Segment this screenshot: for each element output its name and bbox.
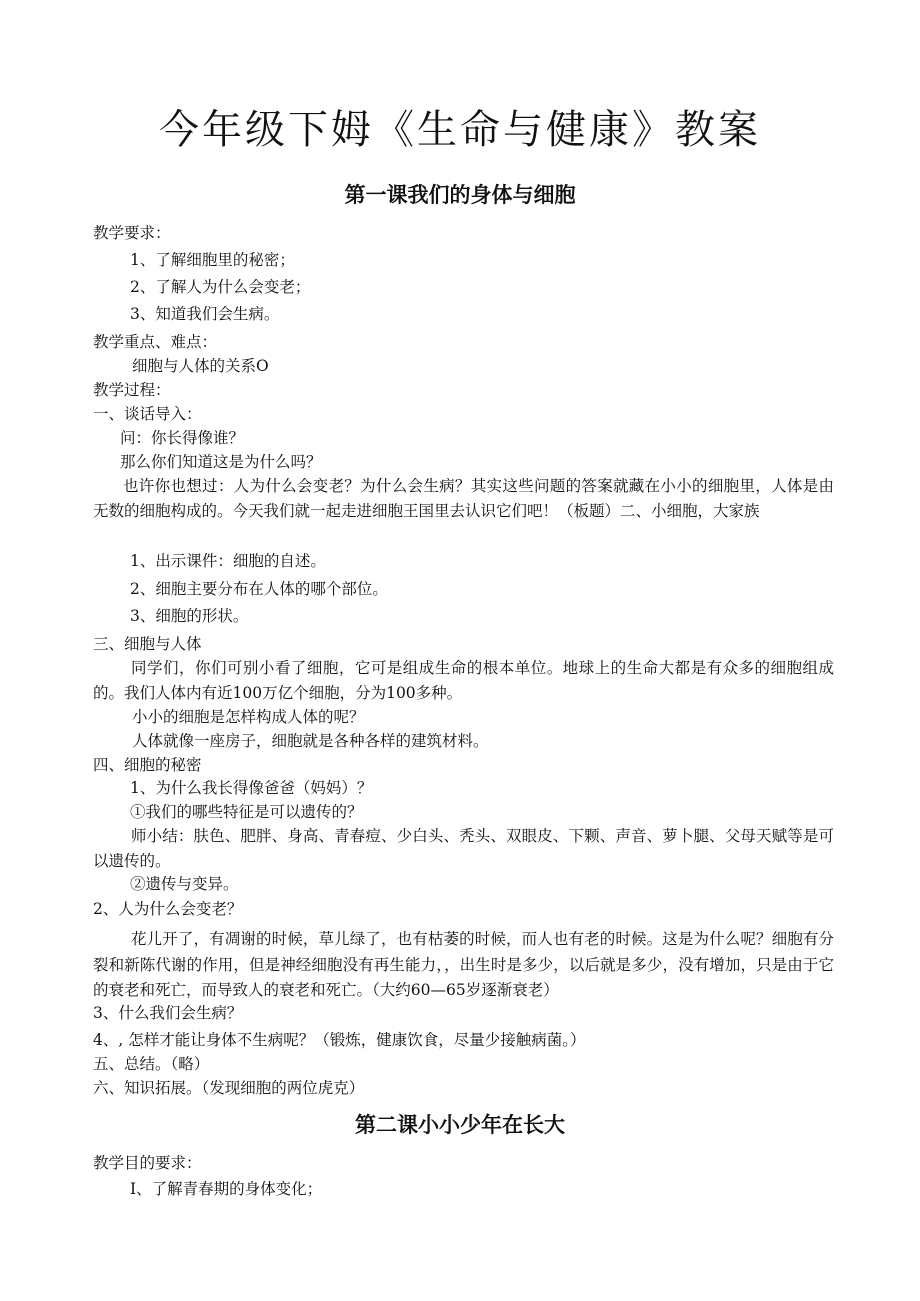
- section4-question: 2、人为什么会变老？: [93, 900, 243, 918]
- section2-item: 3、细胞的形状。: [130, 607, 249, 625]
- section4-subquestion: ②遗传与变异。: [130, 875, 239, 893]
- section4-paragraph: 花儿开了，有凋谢的时候，草儿绿了，也有枯萎的时候，而人也有老的时候。这是为什么呢？细胞有分裂和新陈代谢的作用，但是神经细胞没有再生能力，，出生时是多少，以后就是多少，没有增加，只是由于它的衰老和死亡，而导致人的衰老和死亡。（大约60—65岁逐渐衰老）: [93, 930, 834, 999]
- document-title: 今年级下姆《生命与健康》教案: [159, 107, 761, 153]
- section6-heading: 六、知识拓展。（发现细胞的两位虎克）: [93, 1079, 365, 1097]
- section3-line: 人体就像一座房子，细胞就是各种各样的建筑材料。: [132, 732, 489, 750]
- section4-summary: 师小结：肤色、肥胖、身高、青春痘、少白头、秃头、双眼皮、下颗、声音、萝卜腿、父母天赋等是可以遗传的。: [93, 827, 834, 870]
- section3-paragraph: 同学们，你们可别小看了细胞，它可是组成生命的根本单位。地球上的生命大都是有众多的细胞组成的。我们人体内有近100万亿个细胞，分为100多种。: [93, 659, 834, 702]
- section4-heading: 四、细胞的秘密: [93, 756, 202, 774]
- section1-paragraph: 也许你也想过：人为什么会变老？为什么会生病？其实这些问题的答案就藏在小小的细胞里，人体是由无数的细胞构成的。今天我们就一起走进细胞王国里去认识它们吧！（板题）二、小细胞，大家族: [93, 477, 834, 520]
- section1-heading: 一、谈话导入：: [93, 405, 202, 423]
- keypoint-text: 细胞与人体的关系O: [132, 357, 269, 375]
- keypoints-heading: 教学重点、难点：: [93, 333, 218, 351]
- section2-item: 2、细胞主要分布在人体的哪个部位。: [130, 580, 388, 598]
- section3-line: 小小的细胞是怎样构成人体的呢？: [132, 708, 365, 726]
- lesson1-title: 第一课我们的身体与细胞: [344, 182, 576, 207]
- lesson2-requirement-item: I、了解青春期的身体变化；: [130, 1180, 323, 1198]
- section1-question: 问：你长得像谁？: [120, 429, 245, 447]
- section2-item: 1、出示课件：细胞的自述。: [130, 552, 326, 570]
- lesson2-requirements-heading: 教学目的要求：: [93, 1154, 202, 1172]
- requirement-item: 3、知道我们会生病。: [130, 305, 280, 323]
- section4-question: 3、什么我们会生病？: [93, 1004, 243, 1022]
- section4-question: 4、, 怎样才能让身体不生病呢？（锻炼，健康饮食，尽量少接触病菌。）: [93, 1031, 586, 1049]
- section1-question: 那么你们知道这是为什么吗？: [120, 453, 322, 471]
- section3-heading: 三、细胞与人体: [93, 635, 202, 653]
- requirement-item: 1、了解细胞里的秘密；: [130, 251, 295, 269]
- requirements-heading: 教学要求：: [93, 224, 171, 242]
- section4-question: 1、为什么我长得像爸爸（妈妈）？: [130, 779, 373, 797]
- lesson2-title: 第二课小小少年在长大: [355, 1112, 565, 1137]
- section4-subquestion: ①我们的哪些特征是可以遗传的？: [130, 803, 363, 821]
- section5-heading: 五、总结。（略）: [93, 1055, 210, 1073]
- process-heading: 教学过程：: [93, 381, 171, 399]
- requirement-item: 2、了解人为什么会变老；: [130, 278, 311, 296]
